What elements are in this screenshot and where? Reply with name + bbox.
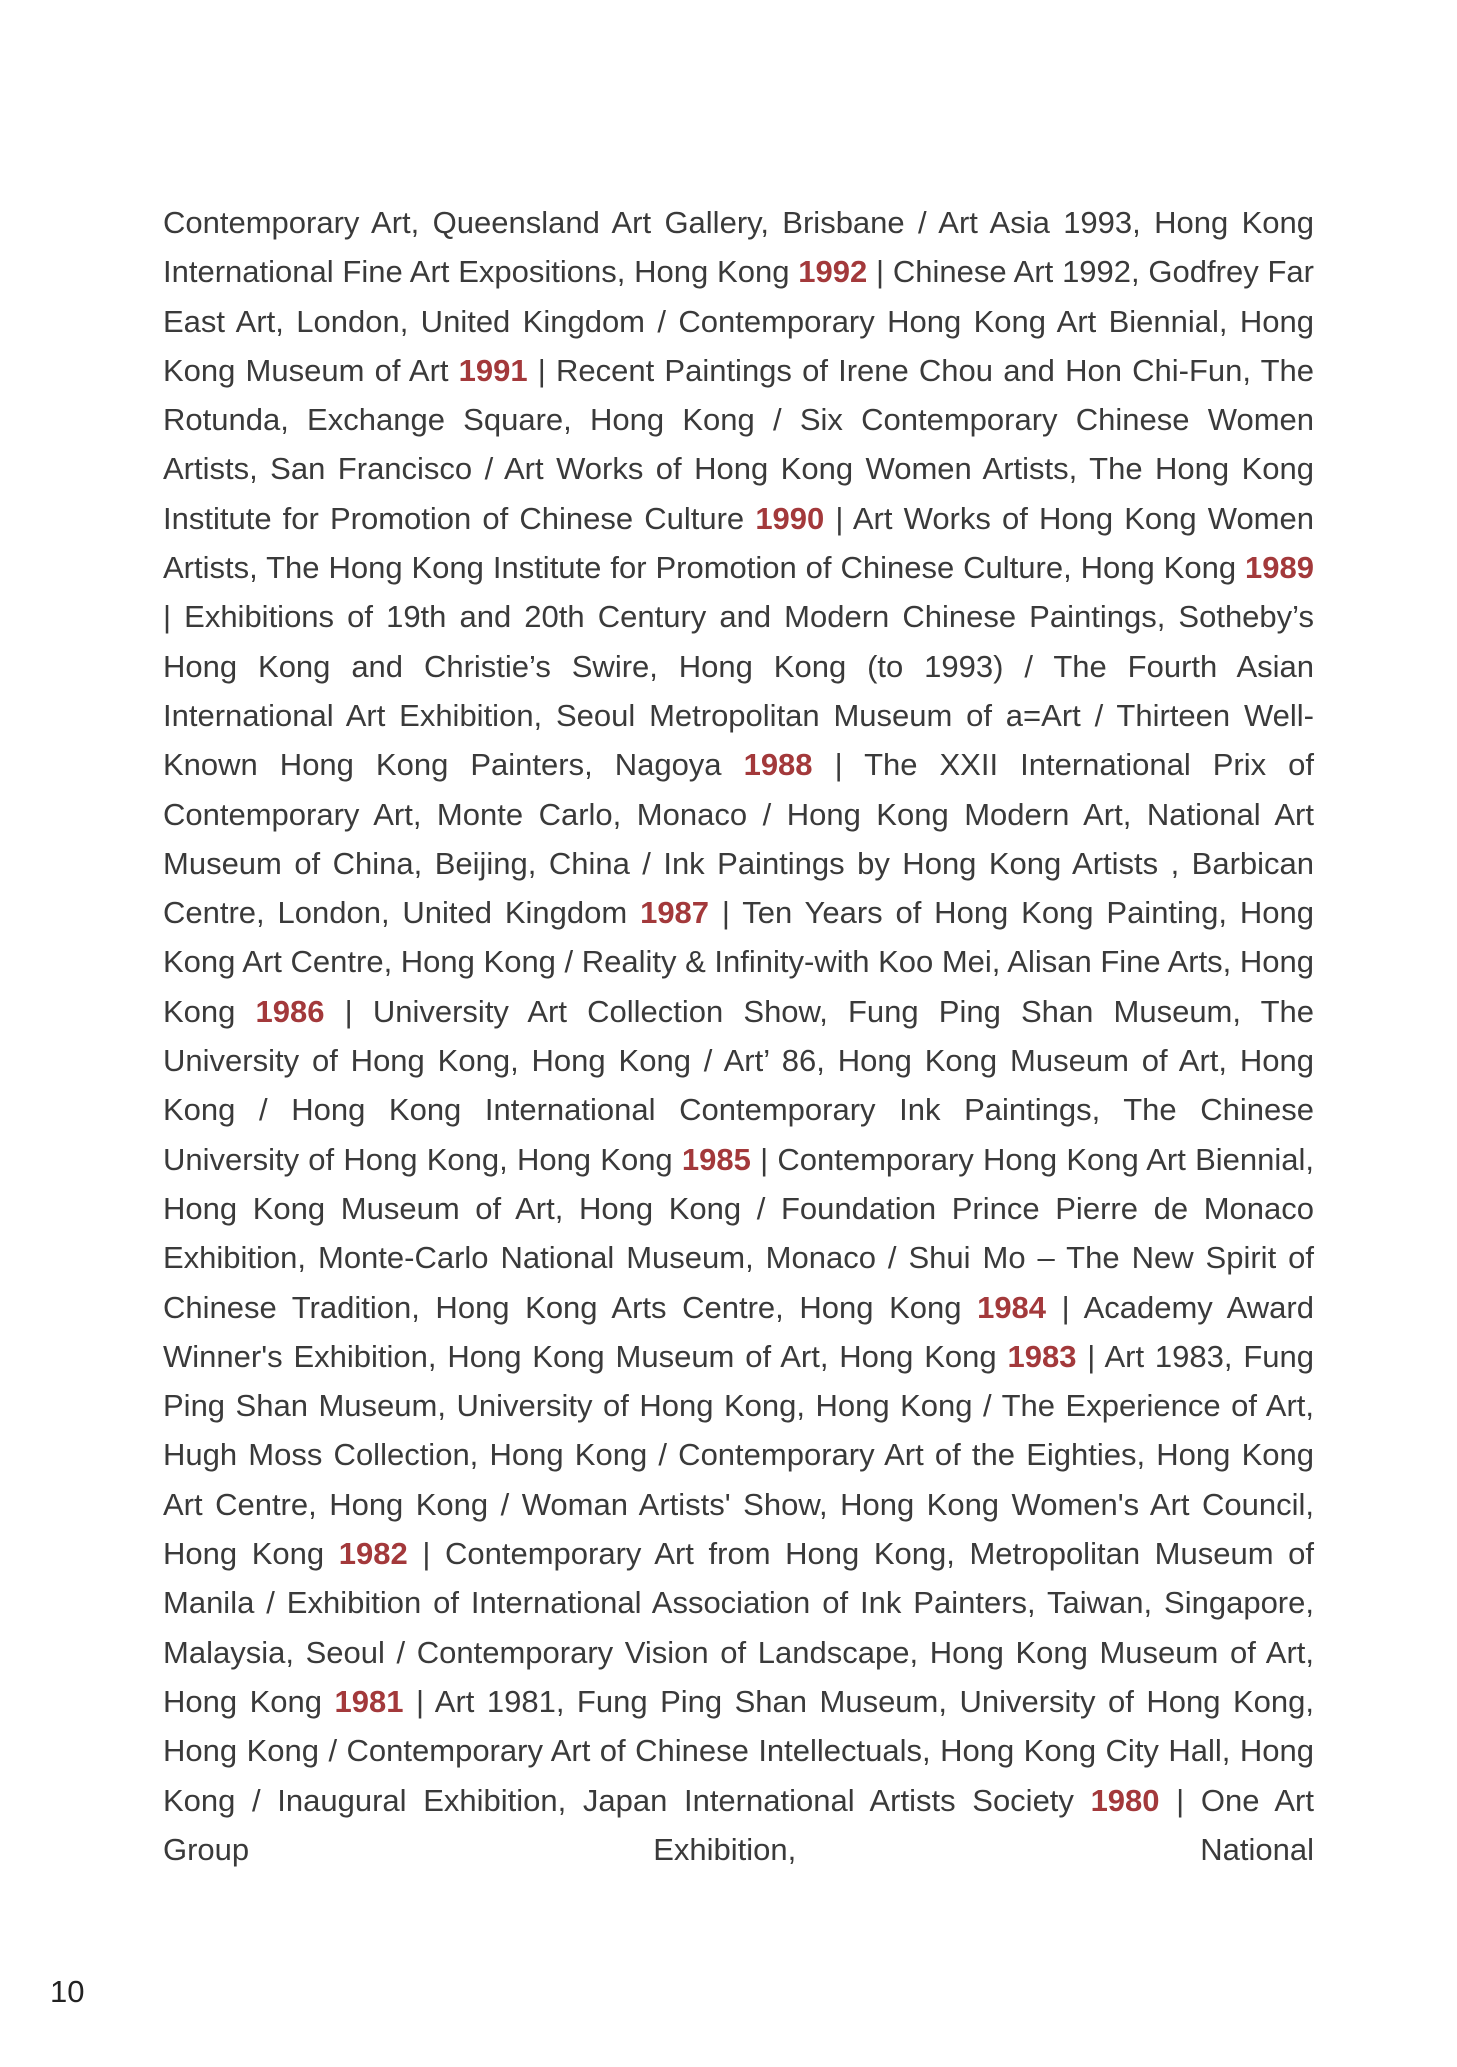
year-marker: 1985 [681, 1141, 751, 1177]
year-marker: 1992 [798, 254, 868, 290]
year-marker: 1988 [743, 747, 813, 783]
year-marker: 1980 [1090, 1782, 1160, 1818]
exhibition-text-segment: | Academy Award Winner's Exhibition, Hong Kong Museum of Art, Hong Kong [163, 1289, 1314, 1374]
exhibition-text-segment: | Contemporary Art from Hong Kong, Metropolitan Museum of Manila / Exhibition of International Association of Ink Painters, Taiwan, Singapore, Malaysia, Seoul / Contemporary Vision of Landscape, Hong Kong Museum of Art, Hong Kong [163, 1536, 1314, 1719]
exhibition-text-segment: | Recent Paintings of Irene Chou and Hon Chi-Fun, The Rotunda, Exchange Square, Hong Kong / Six Contemporary Chinese Women Artists, San Francisco / Art Works of Hong Kong Women Artists, The Hong Kong Institute for Promotion of Chinese Culture [163, 352, 1314, 536]
exhibition-text-segment: | Contemporary Hong Kong Art Biennial, Hong Kong Museum of Art, Hong Kong / Foundation Prince Pierre de Monaco Exhibition, Monte-Carlo National Museum, Monaco / Shui Mo – The New Spirit of Chinese Tradition, Hong Kong Arts Centre, Hong Kong [163, 1141, 1314, 1325]
exhibition-text-segment: | The XXII International Prix of Contemporary Art, Monte Carlo, Monaco / Hong Kong Modern Art, National Art Museum of China, Beijing, China / Ink Paintings by Hong Kong Artists , Barbican Centre, London, United Kingdom [163, 747, 1315, 931]
year-marker: 1981 [334, 1683, 404, 1719]
exhibition-history-text [163, 198, 1314, 1874]
year-marker: 1991 [458, 352, 528, 388]
year-marker: 1983 [1007, 1338, 1077, 1374]
exhibition-text-segment: | Art Works of Hong Kong Women Artists, The Hong Kong Institute for Promotion of Chinese Culture, Hong Kong [163, 500, 1314, 586]
exhibition-text-segment: | Chinese Art 1992, Godfrey Far East Art, London, United Kingdom / Contemporary Hong Kong Art Biennial, Hong Kong Museum of Art [163, 254, 1314, 388]
exhibition-text-segment: | Exhibitions of 19th and 20th Century and Modern Chinese Paintings, Sotheby’s Hong Kong and Christie’s Swire, Hong Kong (to 1993) / The Fourth Asian International Art Exhibition, Seoul Metropolitan Museum of a=Art / Thirteen Well-Known Hong Kong Painters, Nagoya [163, 599, 1314, 783]
year-marker: 1984 [977, 1289, 1047, 1325]
year-marker: 1990 [755, 500, 825, 536]
exhibition-text-segment: | Art 1981, Fung Ping Shan Museum, University of Hong Kong, Hong Kong / Contemporary Art of Chinese Intellectuals, Hong Kong City Hall, Hong Kong / Inaugural Exhibition, Japan International Artists Society [163, 1683, 1314, 1818]
exhibition-text-segment: | Ten Years of Hong Kong Painting, Hong Kong Art Centre, Hong Kong / Reality & Infinity-with Koo Mei, Alisan Fine Arts, Hong Kong [163, 895, 1315, 1029]
page-number: 10 [50, 1974, 85, 2009]
exhibition-text-segment: | One Art Group Exhibition, National [163, 1782, 1314, 1867]
year-marker: 1986 [255, 993, 325, 1029]
exhibition-text-segment: | Art 1983, Fung Ping Shan Museum, University of Hong Kong, Hong Kong / The Experience of Art, Hugh Moss Collection, Hong Kong / Contemporary Art of the Eighties, Hong Kong Art Centre, Hong Kong / Woman Artists' Show, Hong Kong Women's Art Council, Hong Kong [163, 1338, 1315, 1572]
year-marker: 1989 [1245, 550, 1314, 586]
year-marker: 1982 [338, 1536, 408, 1572]
exhibition-text-segment: | University Art Collection Show, Fung Ping Shan Museum, The University of Hong Kong, Hong Kong / Art’ 86, Hong Kong Museum of Art, Hong Kong / Hong Kong International Contemporary Ink Paintings, The Chinese University of Hong Kong, Hong Kong [163, 993, 1314, 1177]
exhibition-text-segment: Contemporary Art, Queensland Art Gallery, Brisbane / Art Asia 1993, Hong Kong International Fine Art Expositions, Hong Kong [163, 205, 1314, 290]
year-marker: 1987 [640, 895, 710, 931]
